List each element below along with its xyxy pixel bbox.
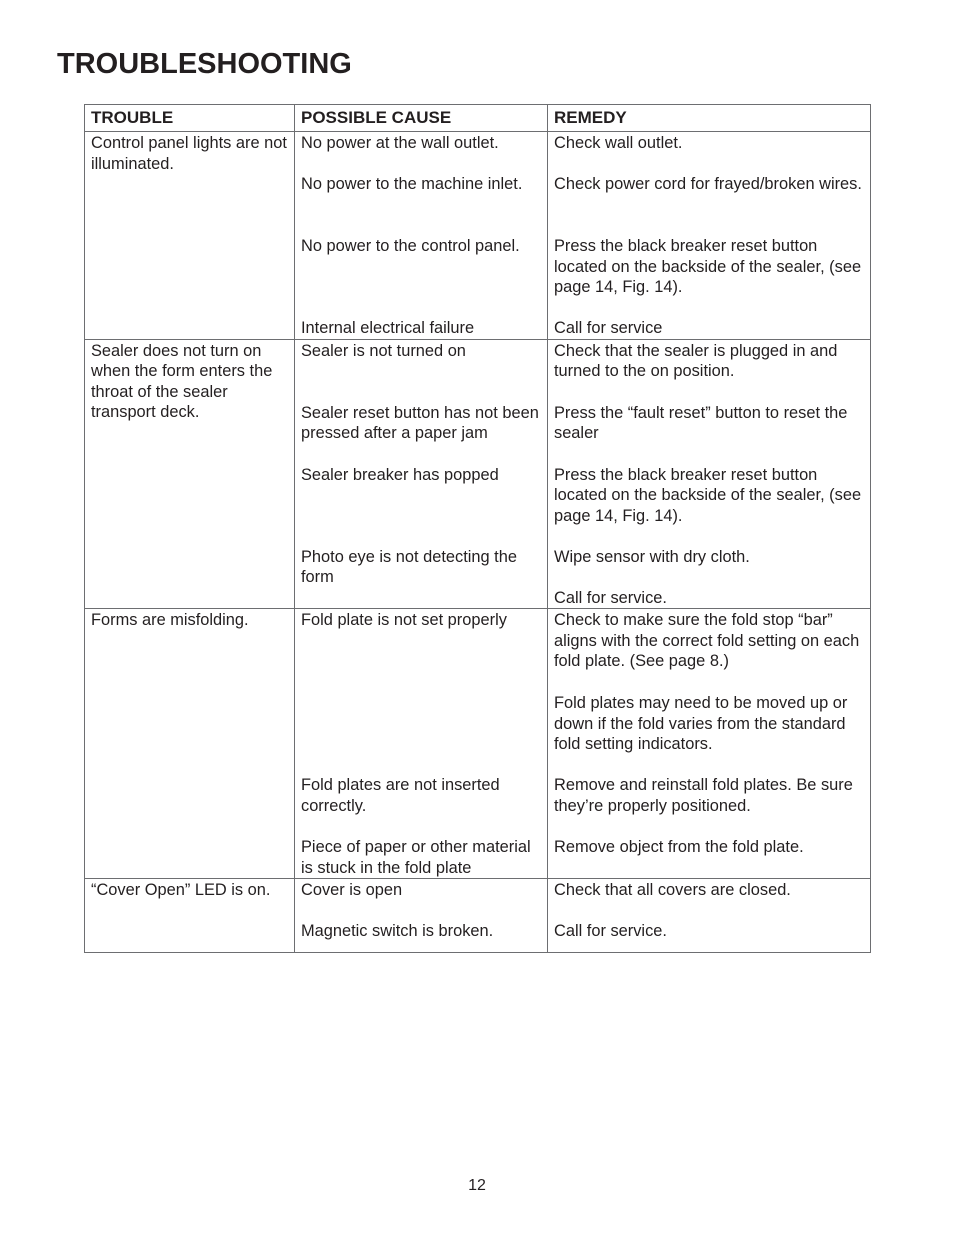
cause-text: Sealer breaker has popped [301, 465, 499, 484]
cause-cell [295, 609, 548, 879]
remedy-text: Call for service. [554, 922, 667, 941]
page-number: 12 [468, 1177, 486, 1194]
remedy-cell [548, 339, 871, 609]
trouble-cell [85, 609, 295, 879]
cause-text: Piece of paper or other material is stuck in the fold plate [301, 838, 531, 877]
troubleshooting-table [84, 104, 871, 953]
trouble-cell [85, 132, 295, 340]
cause-text: Fold plates are not inserted correctly. [301, 776, 500, 815]
cause-text: No power to the machine inlet. [301, 175, 523, 193]
table-row [85, 132, 871, 340]
cause-text: No power to the control panel. [301, 237, 520, 255]
remedy-text: Remove and reinstall fold plates. Be sure they’re properly positioned. [554, 776, 853, 815]
remedy-text: Check wall outlet. [554, 134, 683, 152]
remedy-cell [548, 609, 871, 879]
trouble-cell [85, 879, 295, 953]
cause-cell [295, 132, 548, 340]
remedy-text: Check that all covers are closed. [554, 881, 791, 900]
table-row [85, 339, 871, 609]
table-header-row [85, 105, 871, 132]
remedy-text: Press the black breaker reset button located on the backside of the sealer, (see page 14, Fig. 14). [554, 465, 862, 525]
cause-text: Fold plate is not set properly [301, 611, 507, 630]
cause-text: Photo eye is not detecting the form [301, 547, 517, 587]
header-trouble: TROUBLE [85, 105, 295, 132]
trouble-text: Sealer does not turn on when the form enters the throat of the sealer transport deck. [91, 341, 273, 422]
remedy-text: Call for service. [554, 588, 667, 607]
trouble-text: Forms are misfolding. [91, 611, 249, 630]
remedy-text: Press the “fault reset” button to reset the sealer [554, 403, 848, 443]
remedy-text: Fold plates may need to be moved up or down if the fold varies from the standard fold setting indicators. [554, 694, 848, 754]
cause-text: Magnetic switch is broken. [301, 922, 494, 941]
remedy-cell [548, 132, 871, 340]
cause-text: Sealer reset button has not been pressed after a paper jam [301, 403, 539, 443]
remedy-text: Press the black breaker reset button located on the backside of the sealer, (see page 14, Fig. 14). [554, 237, 862, 297]
trouble-text: “Cover Open” LED is on. [91, 881, 271, 900]
remedy-text: Check power cord for frayed/broken wires. [554, 175, 862, 193]
remedy-text: Call for service [554, 319, 663, 337]
table-row [85, 879, 871, 953]
remedy-text: Check to make sure the fold stop “bar” aligns with the correct fold setting on each fold plate. (See page 8.) [554, 611, 860, 671]
remedy-text: Check that the sealer is plugged in and turned to the on position. [554, 341, 838, 381]
cause-cell [295, 879, 548, 953]
cause-text: Internal electrical failure [301, 319, 475, 337]
cause-cell [295, 339, 548, 609]
header-possible-cause: POSSIBLE CAUSE [295, 105, 548, 132]
remedy-text: Remove object from the fold plate. [554, 838, 804, 857]
cause-text: No power at the wall outlet. [301, 134, 499, 152]
remedy-cell [548, 879, 871, 953]
remedy-text: Wipe sensor with dry cloth. [554, 547, 750, 566]
trouble-cell [85, 339, 295, 609]
page-title: TROUBLESHOOTING [57, 48, 352, 80]
table-row [85, 609, 871, 879]
cause-text: Cover is open [301, 881, 403, 900]
cause-text: Sealer is not turned on [301, 341, 466, 360]
trouble-text: Control panel lights are not illuminated. [91, 134, 287, 173]
header-remedy: REMEDY [548, 105, 871, 132]
